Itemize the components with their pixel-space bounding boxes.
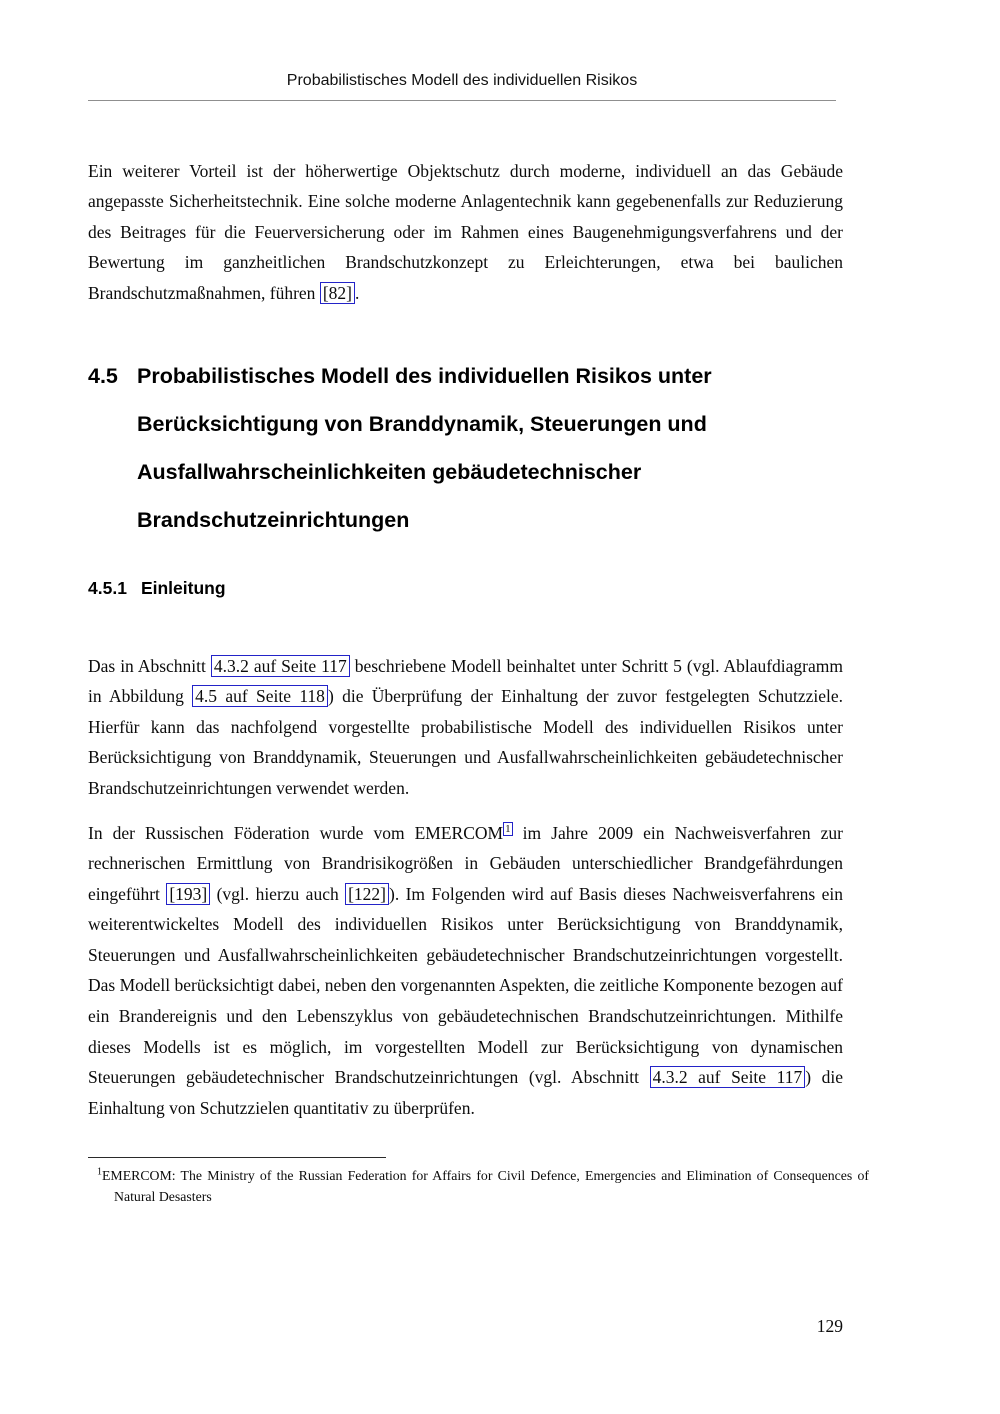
- paragraph-model-overview: [88, 651, 843, 804]
- section-title-line: Ausfallwahrscheinlichkeiten gebäudetechnischer: [137, 460, 642, 484]
- paragraph-emercom: [88, 818, 843, 1124]
- figure-ref-link-4-5[interactable]: 4.5 auf Seite 118: [192, 685, 328, 707]
- section-title: [137, 352, 868, 544]
- page-number: 129: [816, 1316, 843, 1336]
- section-ref-link-4-3-2-second[interactable]: 4.3.2 auf Seite 117: [650, 1066, 806, 1088]
- footnote-number: 1: [97, 1166, 102, 1178]
- section-heading-4-5: [88, 352, 868, 544]
- subsection-title: Einleitung: [140, 578, 226, 598]
- paragraph-text: ) die Überprüfung der Einhaltung der zuvor festgelegten Schutzziele. Hierfür kann das nachfolgend vorgestellte probabilistische Modell des individuellen Risikos unter Berücksichtigung von Branddynamik, Steuerungen und Ausfallwahrscheinlichkeiten gebäudetechnischer Brandschutzeinrichtungen verwendet werden.: [88, 686, 844, 798]
- paragraph-text: beschriebene Modell beinhaltet unter Schritt 5 (vgl. Ablaufdiagramm in Abbildung: [88, 655, 844, 707]
- citation-link-82[interactable]: [82]: [320, 282, 355, 304]
- running-header: Probabilistisches Modell des individuellen Risikos: [286, 72, 638, 89]
- subsection-number: 4.5.1: [88, 578, 127, 598]
- footnote-rule: [88, 1157, 386, 1158]
- section-title-line: Berücksichtigung von Branddynamik, Steuerungen und: [137, 412, 707, 436]
- subsection-heading-4-5-1: [88, 578, 226, 599]
- section-ref-link-4-3-2[interactable]: 4.3.2 auf Seite 117: [211, 655, 350, 677]
- footnote-marker-text[interactable]: 1: [505, 822, 511, 835]
- paragraph-text: Das in Abschnitt: [88, 655, 211, 676]
- paragraph-text: ). Im Folgenden wird auf Basis dieses Nachweisverfahrens ein weiterentwickeltes Modell des individuellen Risikos unter Berücksichtigung von Branddynamik, Steuerungen und Ausfallwahrscheinlichkeiten gebäudetechnischer Brandschutzeinrichtungen vorgestellt. Das Modell berücksichtigt dabei, neben den vorgenannten Aspekten, die zeitliche Komponente bezogen auf ein Brandereignis und den Lebenszyklus von gebäudetechnischen Brandschutzeinrichtungen. Mithilfe dieses Modells ist es möglich, im vorgestellten Modell zur Berücksichtigung von dynamischen Steuerungen gebäudetechnischer Brandschutzeinrichtungen (vgl. Abschnitt: [88, 883, 843, 1088]
- citation-link-193[interactable]: [193]: [166, 883, 210, 905]
- footnote-text: EMERCOM: The Ministry of the Russian Federation for Affairs for Civil Defence, Emergencies and Elimination of Consequences of Natural Desasters: [102, 1168, 869, 1204]
- paragraph-text: In der Russischen Föderation wurde vom EMERCOM: [88, 822, 504, 843]
- footnote: [88, 1165, 869, 1207]
- section-title-line: Brandschutzeinrichtungen: [137, 508, 410, 532]
- paragraph-text: im Jahre 2009 ein Nachweisverfahren zur rechnerischen Ermittlung von Brandrisikogrößen in Gebäuden unterschiedlicher Brandgefährdungen eingeführt: [88, 822, 843, 904]
- header-rule: [88, 100, 836, 101]
- footnote-marker-link[interactable]: [503, 822, 513, 836]
- citation-link-122[interactable]: [122]: [345, 883, 389, 905]
- paragraph-text: ) die Einhaltung von Schutzzielen quantitativ zu überprüfen.: [88, 1067, 844, 1118]
- section-number: 4.5: [88, 364, 118, 388]
- paragraph-text: .: [354, 282, 360, 303]
- paragraph-text: (vgl. hierzu auch: [210, 883, 346, 904]
- paragraph-intro: [88, 156, 843, 309]
- section-title-line: Probabilistisches Modell des individuellen Risikos unter: [137, 364, 712, 388]
- paragraph-text: Ein weiterer Vorteil ist der höherwertige Objektschutz durch moderne, individuell an das Gebäude angepasste Sicherheitstechnik. Eine solche moderne Anlagentechnik kann gegebenenfalls zur Reduzierung des Beitrages für die Feuerversicherung oder im Rahmen eines Baugenehmigungsverfahrens und der Bewertung im ganzheitlichen Brandschutzkonzept zu Erleichterungen, etwa bei baulichen Brandschutzmaßnahmen, führen: [88, 160, 843, 303]
